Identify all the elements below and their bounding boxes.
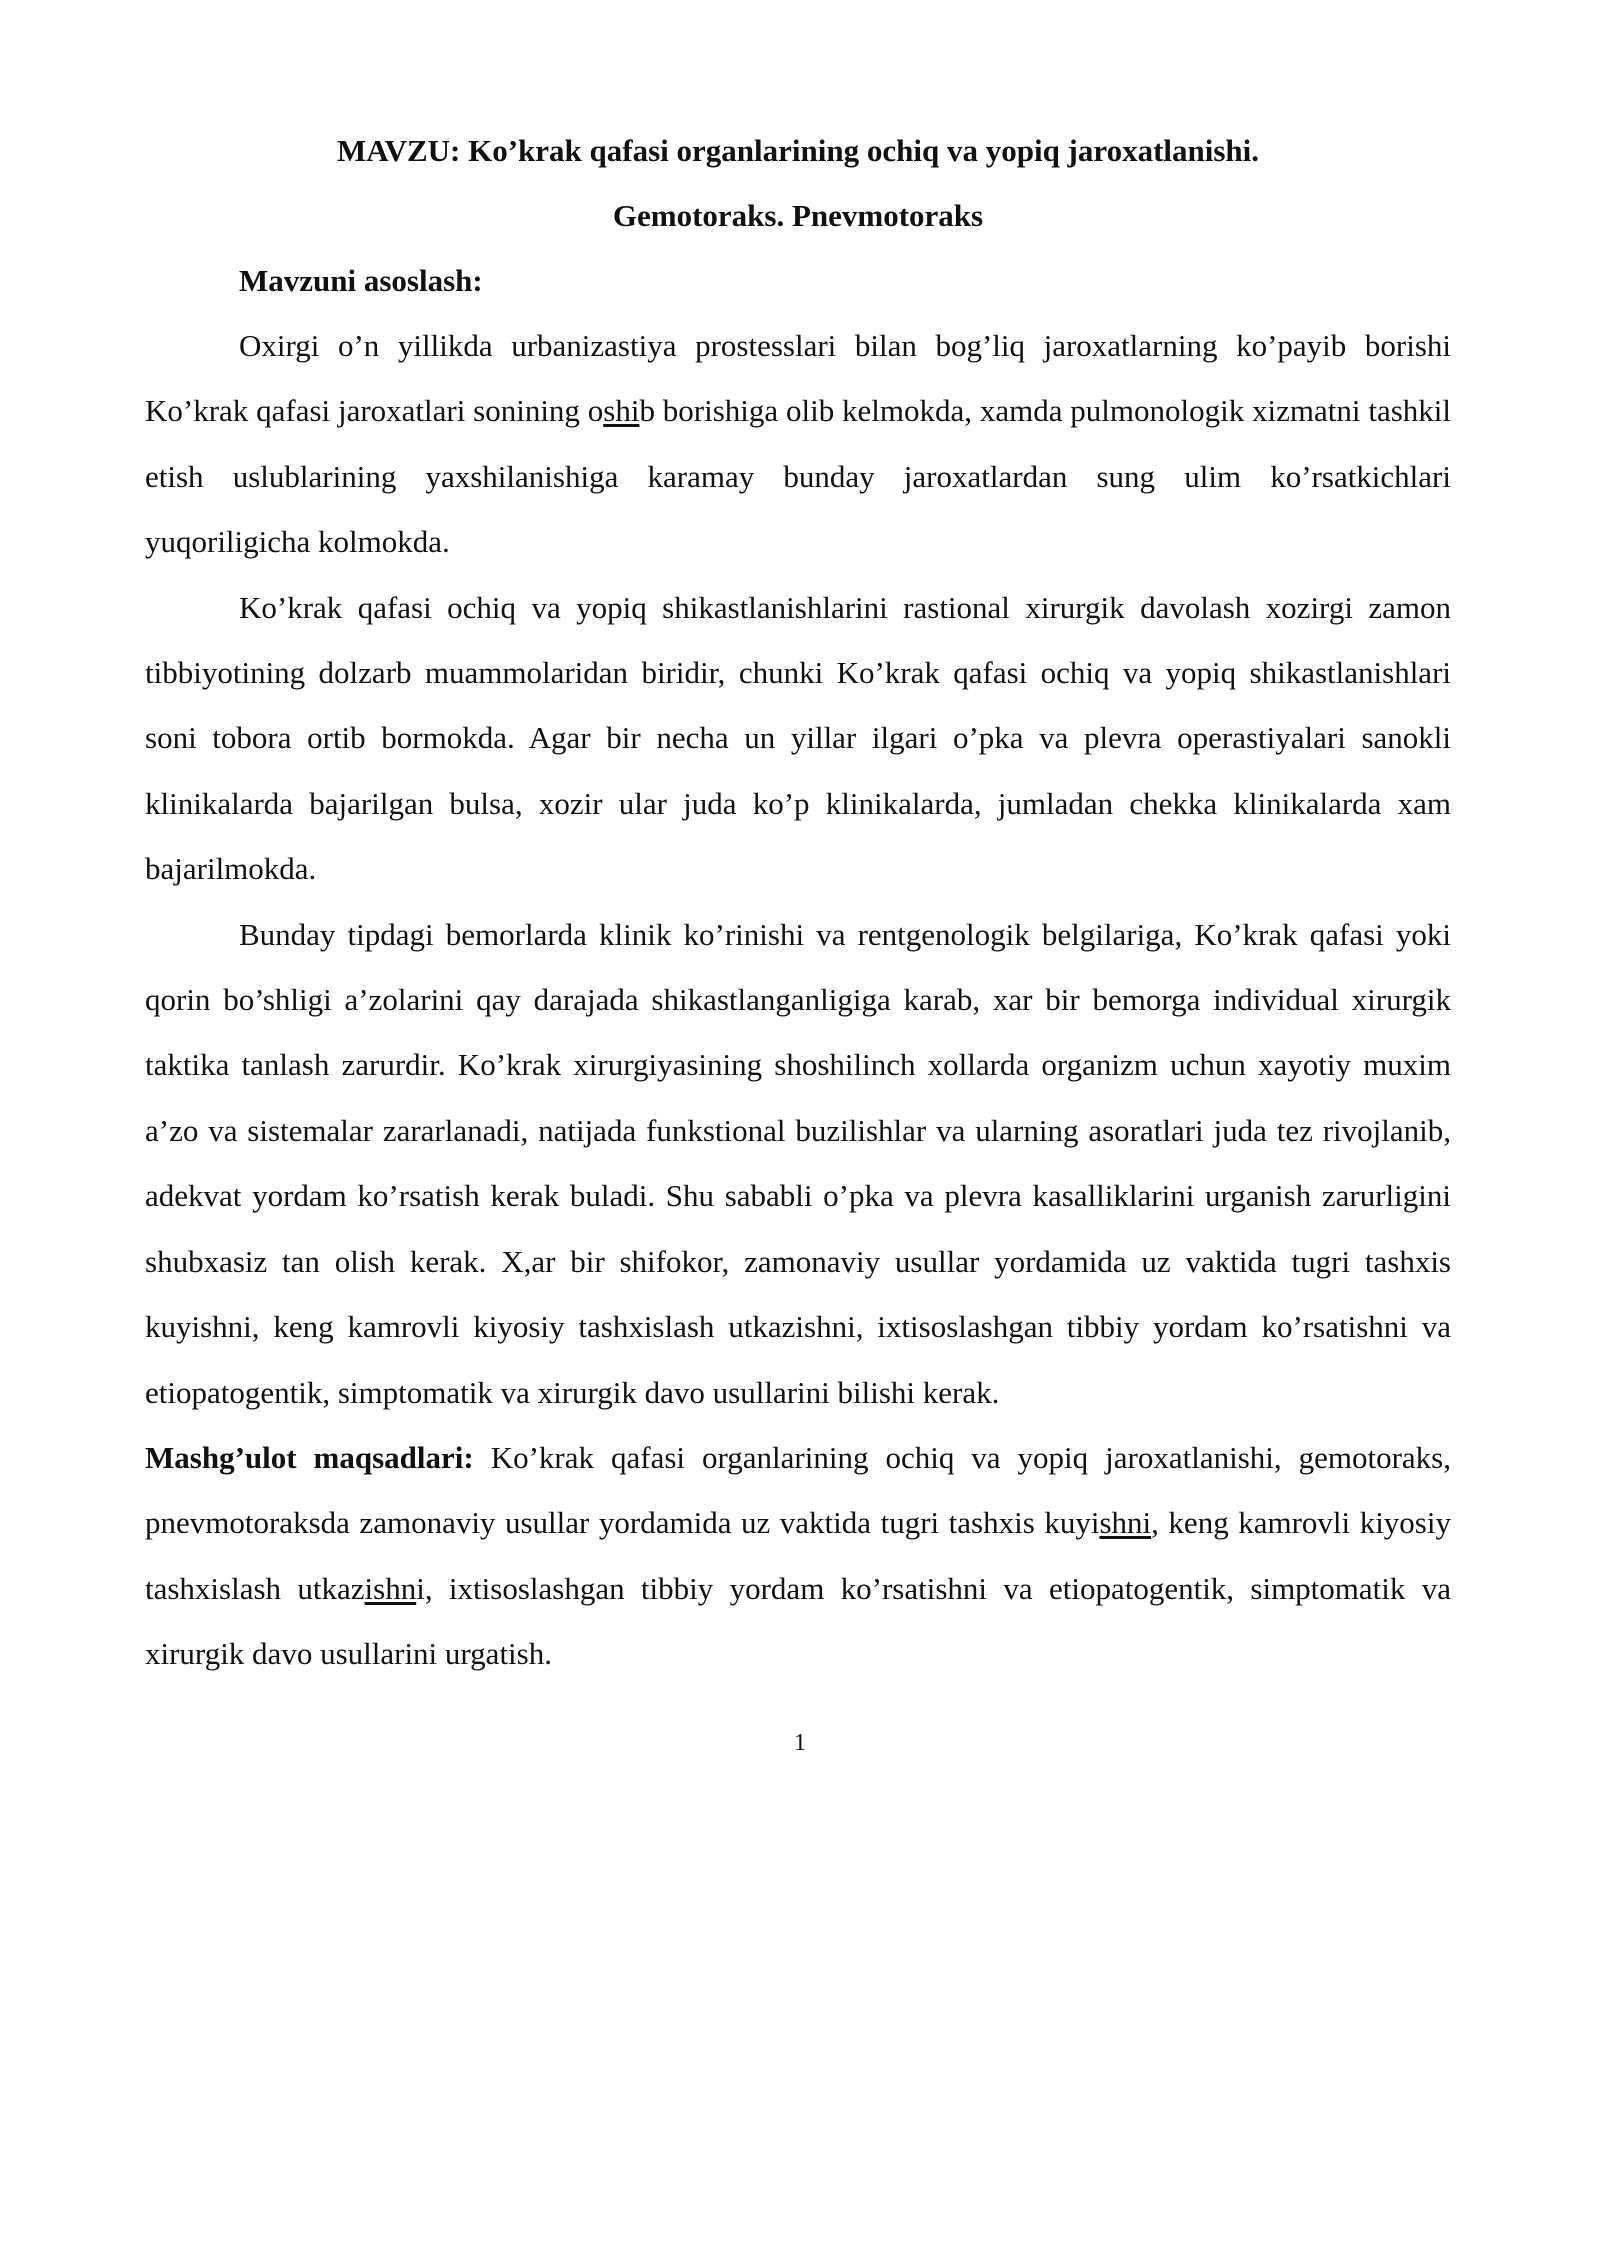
paragraph-4-text-c: i, ixtisoslashgan tibbiy yordam ko’rsatishni va etiopatogentik, simptomatik va xirurgik davo usullarini urgatish.	[145, 1570, 1451, 1672]
paragraph-4-label: Mashg’ulot maqsadlari:	[145, 1439, 474, 1475]
document-title	[145, 118, 1451, 248]
paragraph-4-text-b: , keng kamrovli kiyosiy tashxislash utkaz	[145, 1505, 1451, 1606]
document-page	[145, 118, 1451, 1687]
section-heading-asoslash: Mavzuni asoslash:	[239, 263, 483, 298]
paragraph-1-text-a: Oxirgi o’n yillikda urbanizastiya prostesslari bilan bog’liq jaroxatlarning ko’payib borishi Ko’krak qafasi jaroxatlari sonining o	[145, 328, 1451, 429]
paragraph-4-underlined-2: ishn	[364, 1570, 417, 1606]
paragraph-4	[145, 1425, 1451, 1687]
title-line-1: MAVZU: Ko’krak qafasi organlarining ochiq va yopiq jaroxatlanishi.	[336, 133, 1260, 168]
paragraph-3: Bunday tipdagi bemorlarda klinik ko’rinishi va rentgenologik belgilariga, Ko’krak qafasi yoki qorin bo’shligi a’zolarini qay darajada shikastlanganligiga karab, xar bir bemorga individual xirurgik taktika tanlash zarurdir. Ko’krak xirurgiyasining shoshilinch xollarda organizm uchun xayotiy muxim a’zo va sistemalar zararlanadi, natijada funkstional buzilishlar va ularning asoratlari juda tez rivojlanib, adekvat yordam ko’rsatish kerak buladi. Shu sababli o’pka va plevra kasalliklarini urganish zarurligini shubxasiz tan olish kerak. X,ar bir shifokor, zamonaviy usullar yordamida uz vaktida tugri tashxis kuyishni, keng kamrovli kiyosiy tashxislash utkazishni, ixtisoslashgan tibbiy yordam ko’rsatishni va etiopatogentik, simptomatik va xirurgik davo usullarini bilishi kerak.	[145, 916, 1451, 1410]
paragraph-4-text-a: Ko’krak qafasi organlarining ochiq va yopiq jaroxatlanishi, gemotoraks, pnevmotoraksda zamonaviy usullar yordamida uz vaktida tugri tashxis kuyi	[145, 1439, 1451, 1541]
paragraph-4-underlined-1: shni	[1099, 1505, 1152, 1541]
paragraph-2: Ko’krak qafasi ochiq va yopiq shikastlanishlarini rastional xirurgik davolash xozirgi zamon tibbiyotining dolzarb muammolaridan biridir, chunki Ko’krak qafasi ochiq va yopiq shikastlanishlari soni tobora ortib bormokda. Agar bir necha un yillar ilgari o’pka va plevra operastiyalari sanokli klinikalarda bajarilgan bulsa, xozir ular juda ko’p klinikalarda, jumladan chekka klinikalarda xam bajarilmokda.	[145, 589, 1451, 887]
paragraph-1-text-b: b borishiga olib kelmokda, xamda pulmonologik xizmatni tashkil etish uslublarining yaxshilanishiga karamay bunday jaroxatlardan sung ulim ko’rsatkichlari yuqoriligicha kolmokda.	[145, 393, 1451, 560]
title-line-2: Gemotoraks. Pnevmotoraks	[612, 198, 984, 233]
paragraph-1-underlined: shi	[603, 393, 640, 429]
page-number: 1	[794, 1730, 806, 1756]
paragraph-1	[145, 313, 1451, 575]
